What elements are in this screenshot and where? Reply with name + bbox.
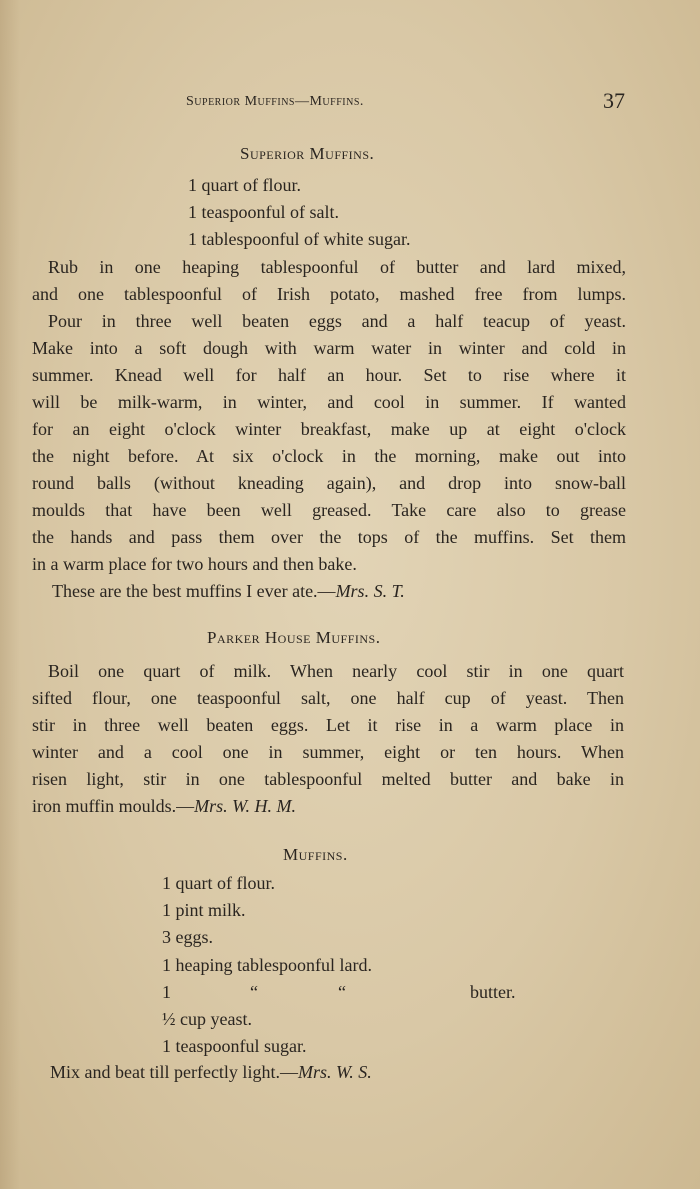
last-line-text: Mix and beat till perfectly light.—	[50, 1062, 298, 1082]
ditto-mark: “	[250, 982, 258, 1002]
recipe-note	[50, 1061, 372, 1083]
body-text-line: Make into a soft dough with warm water in winter and cold in	[32, 338, 626, 358]
recipe-note	[52, 580, 405, 602]
body-text-line: moulds that have been well greased. Take care also to grease	[32, 500, 626, 520]
ditto-mark: “	[338, 982, 346, 1002]
body-text-line: risen light, stir in one tablespoonful melted butter and bake in	[32, 769, 624, 789]
recipe-title-superior-muffins: Superior Muffins.	[240, 144, 375, 163]
ingredient-line: 1 heaping tablespoonful lard.	[162, 955, 372, 975]
body-text-line: Boil one quart of milk. When nearly cool stir in one quart	[48, 661, 624, 681]
ingredient-ditto-line	[162, 981, 516, 1003]
note-text: These are the best muffins I ever ate.—	[52, 581, 336, 601]
body-text-line: in a warm place for two hours and then bake.	[32, 554, 357, 574]
body-text-line: Rub in one heaping tablespoonful of butter and lard mixed,	[48, 257, 626, 277]
ditto-item: butter.	[470, 982, 516, 1002]
ingredient-line: 3 eggs.	[162, 927, 213, 947]
recipe-signature: Mrs. W. H. M.	[194, 796, 297, 816]
body-text-line: sifted flour, one teaspoonful salt, one half cup of yeast. Then	[32, 688, 624, 708]
ingredient-line: 1 teaspoonful sugar.	[162, 1036, 307, 1056]
body-text-line: stir in three well beaten eggs. Let it rise in a warm place in	[32, 715, 624, 735]
ingredient-line: 1 pint milk.	[162, 900, 246, 920]
body-text-line: for an eight o'clock winter breakfast, make up at eight o'clock	[32, 419, 626, 439]
body-text-line: summer. Knead well for half an hour. Set to rise where it	[32, 365, 626, 385]
ditto-quantity: 1	[162, 982, 171, 1002]
recipe-title-muffins: Muffins.	[283, 845, 348, 864]
ingredient-line: 1 quart of flour.	[188, 175, 301, 195]
body-text-line: winter and a cool one in summer, eight or ten hours. When	[32, 742, 624, 762]
body-text-line: Pour in three well beaten eggs and a half teacup of yeast.	[48, 311, 626, 331]
page-number: 37	[603, 88, 625, 113]
recipe-signature: Mrs. S. T.	[335, 581, 405, 601]
body-text-line: the night before. At six o'clock in the morning, make out into	[32, 446, 626, 466]
running-head: Superior Muffins—Muffins.	[186, 94, 364, 109]
ingredient-line: 1 teaspoonful of salt.	[188, 202, 339, 222]
body-text-line: the hands and pass them over the tops of the muffins. Set them	[32, 527, 626, 547]
body-text-line: and one tablespoonful of Irish potato, mashed free from lumps.	[32, 284, 626, 304]
ingredient-line: ½ cup yeast.	[162, 1009, 252, 1029]
recipe-signature: Mrs. W. S.	[297, 1062, 372, 1082]
ingredient-line: 1 quart of flour.	[162, 873, 275, 893]
body-text-line: round balls (without kneading again), and drop into snow-ball	[32, 473, 626, 493]
last-line-text: iron muffin moulds.—	[32, 796, 195, 816]
recipe-title-parker-house-muffins: Parker House Muffins.	[207, 628, 381, 647]
body-text-line	[32, 795, 296, 817]
ingredient-line: 1 tablespoonful of white sugar.	[188, 229, 411, 249]
body-text-line: will be milk-warm, in winter, and cool in summer. If wanted	[32, 392, 626, 412]
